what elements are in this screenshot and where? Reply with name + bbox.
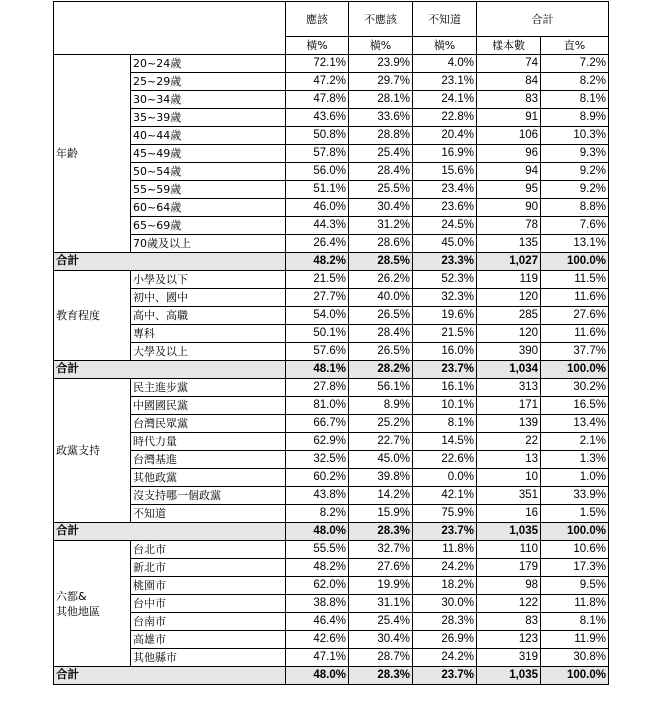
value-cell: 16.9%: [413, 145, 477, 163]
total-value-cell: 23.7%: [413, 361, 477, 379]
value-cell: 25.5%: [349, 181, 413, 199]
category-label: 35~39歲: [131, 109, 286, 127]
value-cell: 31.1%: [349, 595, 413, 613]
crosstab-table: [53, 1, 609, 685]
value-cell: 56.0%: [286, 163, 349, 181]
value-cell: 15.6%: [413, 163, 477, 181]
value-cell: 9.3%: [541, 145, 609, 163]
table-row: [54, 235, 609, 253]
value-cell: 9.5%: [541, 577, 609, 595]
value-cell: 31.2%: [349, 217, 413, 235]
value-cell: 11.5%: [541, 271, 609, 289]
category-label: 不知道: [131, 505, 286, 523]
value-cell: 11.8%: [541, 595, 609, 613]
value-cell: 179: [477, 559, 541, 577]
value-cell: 30.4%: [349, 631, 413, 649]
value-cell: 32.7%: [349, 541, 413, 559]
total-row: [54, 523, 609, 541]
category-label: 新北市: [131, 559, 286, 577]
value-cell: 11.8%: [413, 541, 477, 559]
value-cell: 18.2%: [413, 577, 477, 595]
value-cell: 22.8%: [413, 109, 477, 127]
value-cell: 23.9%: [349, 55, 413, 73]
value-cell: 9.2%: [541, 181, 609, 199]
category-label: 專科: [131, 325, 286, 343]
value-cell: 57.6%: [286, 343, 349, 361]
value-cell: 110: [477, 541, 541, 559]
category-label: 40~44歲: [131, 127, 286, 145]
value-cell: 39.8%: [349, 469, 413, 487]
value-cell: 13.1%: [541, 235, 609, 253]
table-row: [54, 289, 609, 307]
value-cell: 95: [477, 181, 541, 199]
value-cell: 390: [477, 343, 541, 361]
total-value-cell: 28.5%: [349, 253, 413, 271]
header-should: 應該: [286, 2, 349, 37]
value-cell: 4.0%: [413, 55, 477, 73]
value-cell: 47.2%: [286, 73, 349, 91]
value-cell: 8.9%: [349, 397, 413, 415]
value-cell: 30.4%: [349, 199, 413, 217]
value-cell: 27.8%: [286, 379, 349, 397]
value-cell: 40.0%: [349, 289, 413, 307]
value-cell: 52.3%: [413, 271, 477, 289]
value-cell: 8.1%: [413, 415, 477, 433]
total-label: 合計: [54, 253, 286, 271]
category-label: 台灣基進: [131, 451, 286, 469]
value-cell: 30.8%: [541, 649, 609, 667]
value-cell: 24.1%: [413, 91, 477, 109]
total-label: 合計: [54, 361, 286, 379]
value-cell: 55.5%: [286, 541, 349, 559]
table-row: [54, 379, 609, 397]
category-label: 小學及以下: [131, 271, 286, 289]
value-cell: 7.2%: [541, 55, 609, 73]
value-cell: 83: [477, 613, 541, 631]
value-cell: 62.9%: [286, 433, 349, 451]
value-cell: 313: [477, 379, 541, 397]
value-cell: 22: [477, 433, 541, 451]
total-label: 合計: [54, 523, 286, 541]
value-cell: 139: [477, 415, 541, 433]
header-corner: [54, 2, 286, 55]
value-cell: 17.3%: [541, 559, 609, 577]
category-label: 65~69歲: [131, 217, 286, 235]
total-value-cell: 28.3%: [349, 667, 413, 685]
total-row: [54, 253, 609, 271]
value-cell: 28.1%: [349, 91, 413, 109]
value-cell: 90: [477, 199, 541, 217]
value-cell: 50.8%: [286, 127, 349, 145]
table-row: [54, 163, 609, 181]
table-row: [54, 91, 609, 109]
total-value-cell: 48.2%: [286, 253, 349, 271]
table-row: [54, 181, 609, 199]
category-label: 30~34歲: [131, 91, 286, 109]
table-row: [54, 577, 609, 595]
value-cell: 26.5%: [349, 343, 413, 361]
total-value-cell: 100.0%: [541, 253, 609, 271]
value-cell: 10: [477, 469, 541, 487]
value-cell: 43.6%: [286, 109, 349, 127]
table-row: [54, 145, 609, 163]
table-row: [54, 631, 609, 649]
value-cell: 14.2%: [349, 487, 413, 505]
category-label: 時代力量: [131, 433, 286, 451]
value-cell: 45.0%: [349, 451, 413, 469]
subheader-row-pct-1: 橫%: [286, 37, 349, 55]
table-row: [54, 397, 609, 415]
value-cell: 0.0%: [413, 469, 477, 487]
value-cell: 21.5%: [286, 271, 349, 289]
value-cell: 94: [477, 163, 541, 181]
value-cell: 26.5%: [349, 307, 413, 325]
value-cell: 96: [477, 145, 541, 163]
subheader-row-pct-3: 橫%: [413, 37, 477, 55]
value-cell: 44.3%: [286, 217, 349, 235]
value-cell: 319: [477, 649, 541, 667]
value-cell: 119: [477, 271, 541, 289]
value-cell: 135: [477, 235, 541, 253]
value-cell: 84: [477, 73, 541, 91]
value-cell: 42.6%: [286, 631, 349, 649]
value-cell: 11.6%: [541, 289, 609, 307]
total-value-cell: 23.7%: [413, 523, 477, 541]
value-cell: 16: [477, 505, 541, 523]
group-label: 年齡: [54, 55, 131, 253]
table-row: [54, 199, 609, 217]
category-label: 民主進步黨: [131, 379, 286, 397]
category-label: 中國國民黨: [131, 397, 286, 415]
category-label: 60~64歲: [131, 199, 286, 217]
value-cell: 106: [477, 127, 541, 145]
category-label: 高中、高職: [131, 307, 286, 325]
value-cell: 26.2%: [349, 271, 413, 289]
value-cell: 66.7%: [286, 415, 349, 433]
value-cell: 37.7%: [541, 343, 609, 361]
value-cell: 24.2%: [413, 559, 477, 577]
total-value-cell: 48.0%: [286, 523, 349, 541]
value-cell: 75.9%: [413, 505, 477, 523]
total-value-cell: 28.3%: [349, 523, 413, 541]
value-cell: 21.5%: [413, 325, 477, 343]
category-label: 其他縣市: [131, 649, 286, 667]
value-cell: 8.8%: [541, 199, 609, 217]
total-row: [54, 667, 609, 685]
table-row: [54, 649, 609, 667]
subheader-col-pct: 直%: [541, 37, 609, 55]
value-cell: 285: [477, 307, 541, 325]
category-label: 70歲及以上: [131, 235, 286, 253]
group-label: 六都& 其他地區: [54, 541, 131, 667]
table-body: [54, 2, 609, 685]
category-label: 其他政黨: [131, 469, 286, 487]
value-cell: 13: [477, 451, 541, 469]
category-label: 45~49歲: [131, 145, 286, 163]
table-row: [54, 505, 609, 523]
value-cell: 26.9%: [413, 631, 477, 649]
subheader-sample-size: 樣本數: [477, 37, 541, 55]
value-cell: 50.1%: [286, 325, 349, 343]
value-cell: 22.7%: [349, 433, 413, 451]
total-value-cell: 100.0%: [541, 667, 609, 685]
value-cell: 23.4%: [413, 181, 477, 199]
value-cell: 28.7%: [349, 649, 413, 667]
value-cell: 47.1%: [286, 649, 349, 667]
value-cell: 74: [477, 55, 541, 73]
value-cell: 54.0%: [286, 307, 349, 325]
table-row: [54, 559, 609, 577]
value-cell: 1.3%: [541, 451, 609, 469]
value-cell: 11.6%: [541, 325, 609, 343]
total-value-cell: 28.2%: [349, 361, 413, 379]
total-value-cell: 48.1%: [286, 361, 349, 379]
value-cell: 81.0%: [286, 397, 349, 415]
value-cell: 29.7%: [349, 73, 413, 91]
table-row: [54, 469, 609, 487]
value-cell: 72.1%: [286, 55, 349, 73]
table-row: [54, 217, 609, 235]
value-cell: 11.9%: [541, 631, 609, 649]
table-row: [54, 487, 609, 505]
header-row: [54, 2, 609, 37]
value-cell: 28.4%: [349, 325, 413, 343]
value-cell: 23.1%: [413, 73, 477, 91]
value-cell: 28.6%: [349, 235, 413, 253]
table-row: [54, 127, 609, 145]
table-row: [54, 595, 609, 613]
value-cell: 57.8%: [286, 145, 349, 163]
value-cell: 22.6%: [413, 451, 477, 469]
group-label: 教育程度: [54, 271, 131, 361]
total-value-cell: 1,027: [477, 253, 541, 271]
value-cell: 123: [477, 631, 541, 649]
value-cell: 28.3%: [413, 613, 477, 631]
value-cell: 8.1%: [541, 613, 609, 631]
category-label: 台南市: [131, 613, 286, 631]
table-row: [54, 451, 609, 469]
value-cell: 98: [477, 577, 541, 595]
value-cell: 16.0%: [413, 343, 477, 361]
value-cell: 9.2%: [541, 163, 609, 181]
value-cell: 56.1%: [349, 379, 413, 397]
category-label: 20~24歲: [131, 55, 286, 73]
table-row: [54, 325, 609, 343]
category-label: 沒支持哪一個政黨: [131, 487, 286, 505]
value-cell: 1.5%: [541, 505, 609, 523]
value-cell: 28.8%: [349, 127, 413, 145]
value-cell: 10.6%: [541, 541, 609, 559]
category-label: 25~29歲: [131, 73, 286, 91]
value-cell: 20.4%: [413, 127, 477, 145]
value-cell: 24.2%: [413, 649, 477, 667]
total-value-cell: 48.0%: [286, 667, 349, 685]
value-cell: 28.4%: [349, 163, 413, 181]
total-value-cell: 23.7%: [413, 667, 477, 685]
value-cell: 15.9%: [349, 505, 413, 523]
value-cell: 27.6%: [349, 559, 413, 577]
total-row: [54, 361, 609, 379]
header-total: 合計: [477, 2, 609, 37]
category-label: 台灣民眾黨: [131, 415, 286, 433]
value-cell: 16.1%: [413, 379, 477, 397]
value-cell: 30.2%: [541, 379, 609, 397]
value-cell: 25.4%: [349, 145, 413, 163]
category-label: 高雄市: [131, 631, 286, 649]
value-cell: 8.2%: [541, 73, 609, 91]
subheader-row-pct-2: 橫%: [349, 37, 413, 55]
value-cell: 10.3%: [541, 127, 609, 145]
value-cell: 8.2%: [286, 505, 349, 523]
value-cell: 25.2%: [349, 415, 413, 433]
value-cell: 16.5%: [541, 397, 609, 415]
total-value-cell: 1,035: [477, 667, 541, 685]
value-cell: 47.8%: [286, 91, 349, 109]
value-cell: 24.5%: [413, 217, 477, 235]
category-label: 台中市: [131, 595, 286, 613]
table-row: [54, 73, 609, 91]
total-value-cell: 100.0%: [541, 523, 609, 541]
table-row: [54, 541, 609, 559]
value-cell: 33.9%: [541, 487, 609, 505]
value-cell: 13.4%: [541, 415, 609, 433]
category-label: 大學及以上: [131, 343, 286, 361]
value-cell: 10.1%: [413, 397, 477, 415]
value-cell: 120: [477, 325, 541, 343]
value-cell: 78: [477, 217, 541, 235]
value-cell: 32.3%: [413, 289, 477, 307]
value-cell: 51.1%: [286, 181, 349, 199]
value-cell: 8.9%: [541, 109, 609, 127]
category-label: 50~54歲: [131, 163, 286, 181]
total-label: 合計: [54, 667, 286, 685]
total-value-cell: 23.3%: [413, 253, 477, 271]
table-row: [54, 613, 609, 631]
table-row: [54, 271, 609, 289]
total-value-cell: 1,035: [477, 523, 541, 541]
category-label: 55~59歲: [131, 181, 286, 199]
value-cell: 2.1%: [541, 433, 609, 451]
table-row: [54, 433, 609, 451]
value-cell: 27.6%: [541, 307, 609, 325]
value-cell: 171: [477, 397, 541, 415]
value-cell: 43.8%: [286, 487, 349, 505]
value-cell: 62.0%: [286, 577, 349, 595]
value-cell: 7.6%: [541, 217, 609, 235]
table-row: [54, 415, 609, 433]
category-label: 台北市: [131, 541, 286, 559]
value-cell: 32.5%: [286, 451, 349, 469]
value-cell: 48.2%: [286, 559, 349, 577]
value-cell: 120: [477, 289, 541, 307]
value-cell: 38.8%: [286, 595, 349, 613]
group-label: 政黨支持: [54, 379, 131, 523]
value-cell: 26.4%: [286, 235, 349, 253]
value-cell: 91: [477, 109, 541, 127]
header-dont-know: 不知道: [413, 2, 477, 37]
header-should-not: 不應該: [349, 2, 413, 37]
value-cell: 351: [477, 487, 541, 505]
value-cell: 83: [477, 91, 541, 109]
category-label: 桃園市: [131, 577, 286, 595]
table-row: [54, 307, 609, 325]
value-cell: 46.4%: [286, 613, 349, 631]
table-row: [54, 109, 609, 127]
table-row: [54, 55, 609, 73]
value-cell: 45.0%: [413, 235, 477, 253]
value-cell: 42.1%: [413, 487, 477, 505]
value-cell: 27.7%: [286, 289, 349, 307]
value-cell: 46.0%: [286, 199, 349, 217]
value-cell: 23.6%: [413, 199, 477, 217]
value-cell: 1.0%: [541, 469, 609, 487]
total-value-cell: 100.0%: [541, 361, 609, 379]
value-cell: 8.1%: [541, 91, 609, 109]
value-cell: 14.5%: [413, 433, 477, 451]
value-cell: 30.0%: [413, 595, 477, 613]
value-cell: 60.2%: [286, 469, 349, 487]
value-cell: 122: [477, 595, 541, 613]
value-cell: 33.6%: [349, 109, 413, 127]
value-cell: 19.6%: [413, 307, 477, 325]
total-value-cell: 1,034: [477, 361, 541, 379]
value-cell: 19.9%: [349, 577, 413, 595]
table-row: [54, 343, 609, 361]
category-label: 初中、國中: [131, 289, 286, 307]
value-cell: 25.4%: [349, 613, 413, 631]
